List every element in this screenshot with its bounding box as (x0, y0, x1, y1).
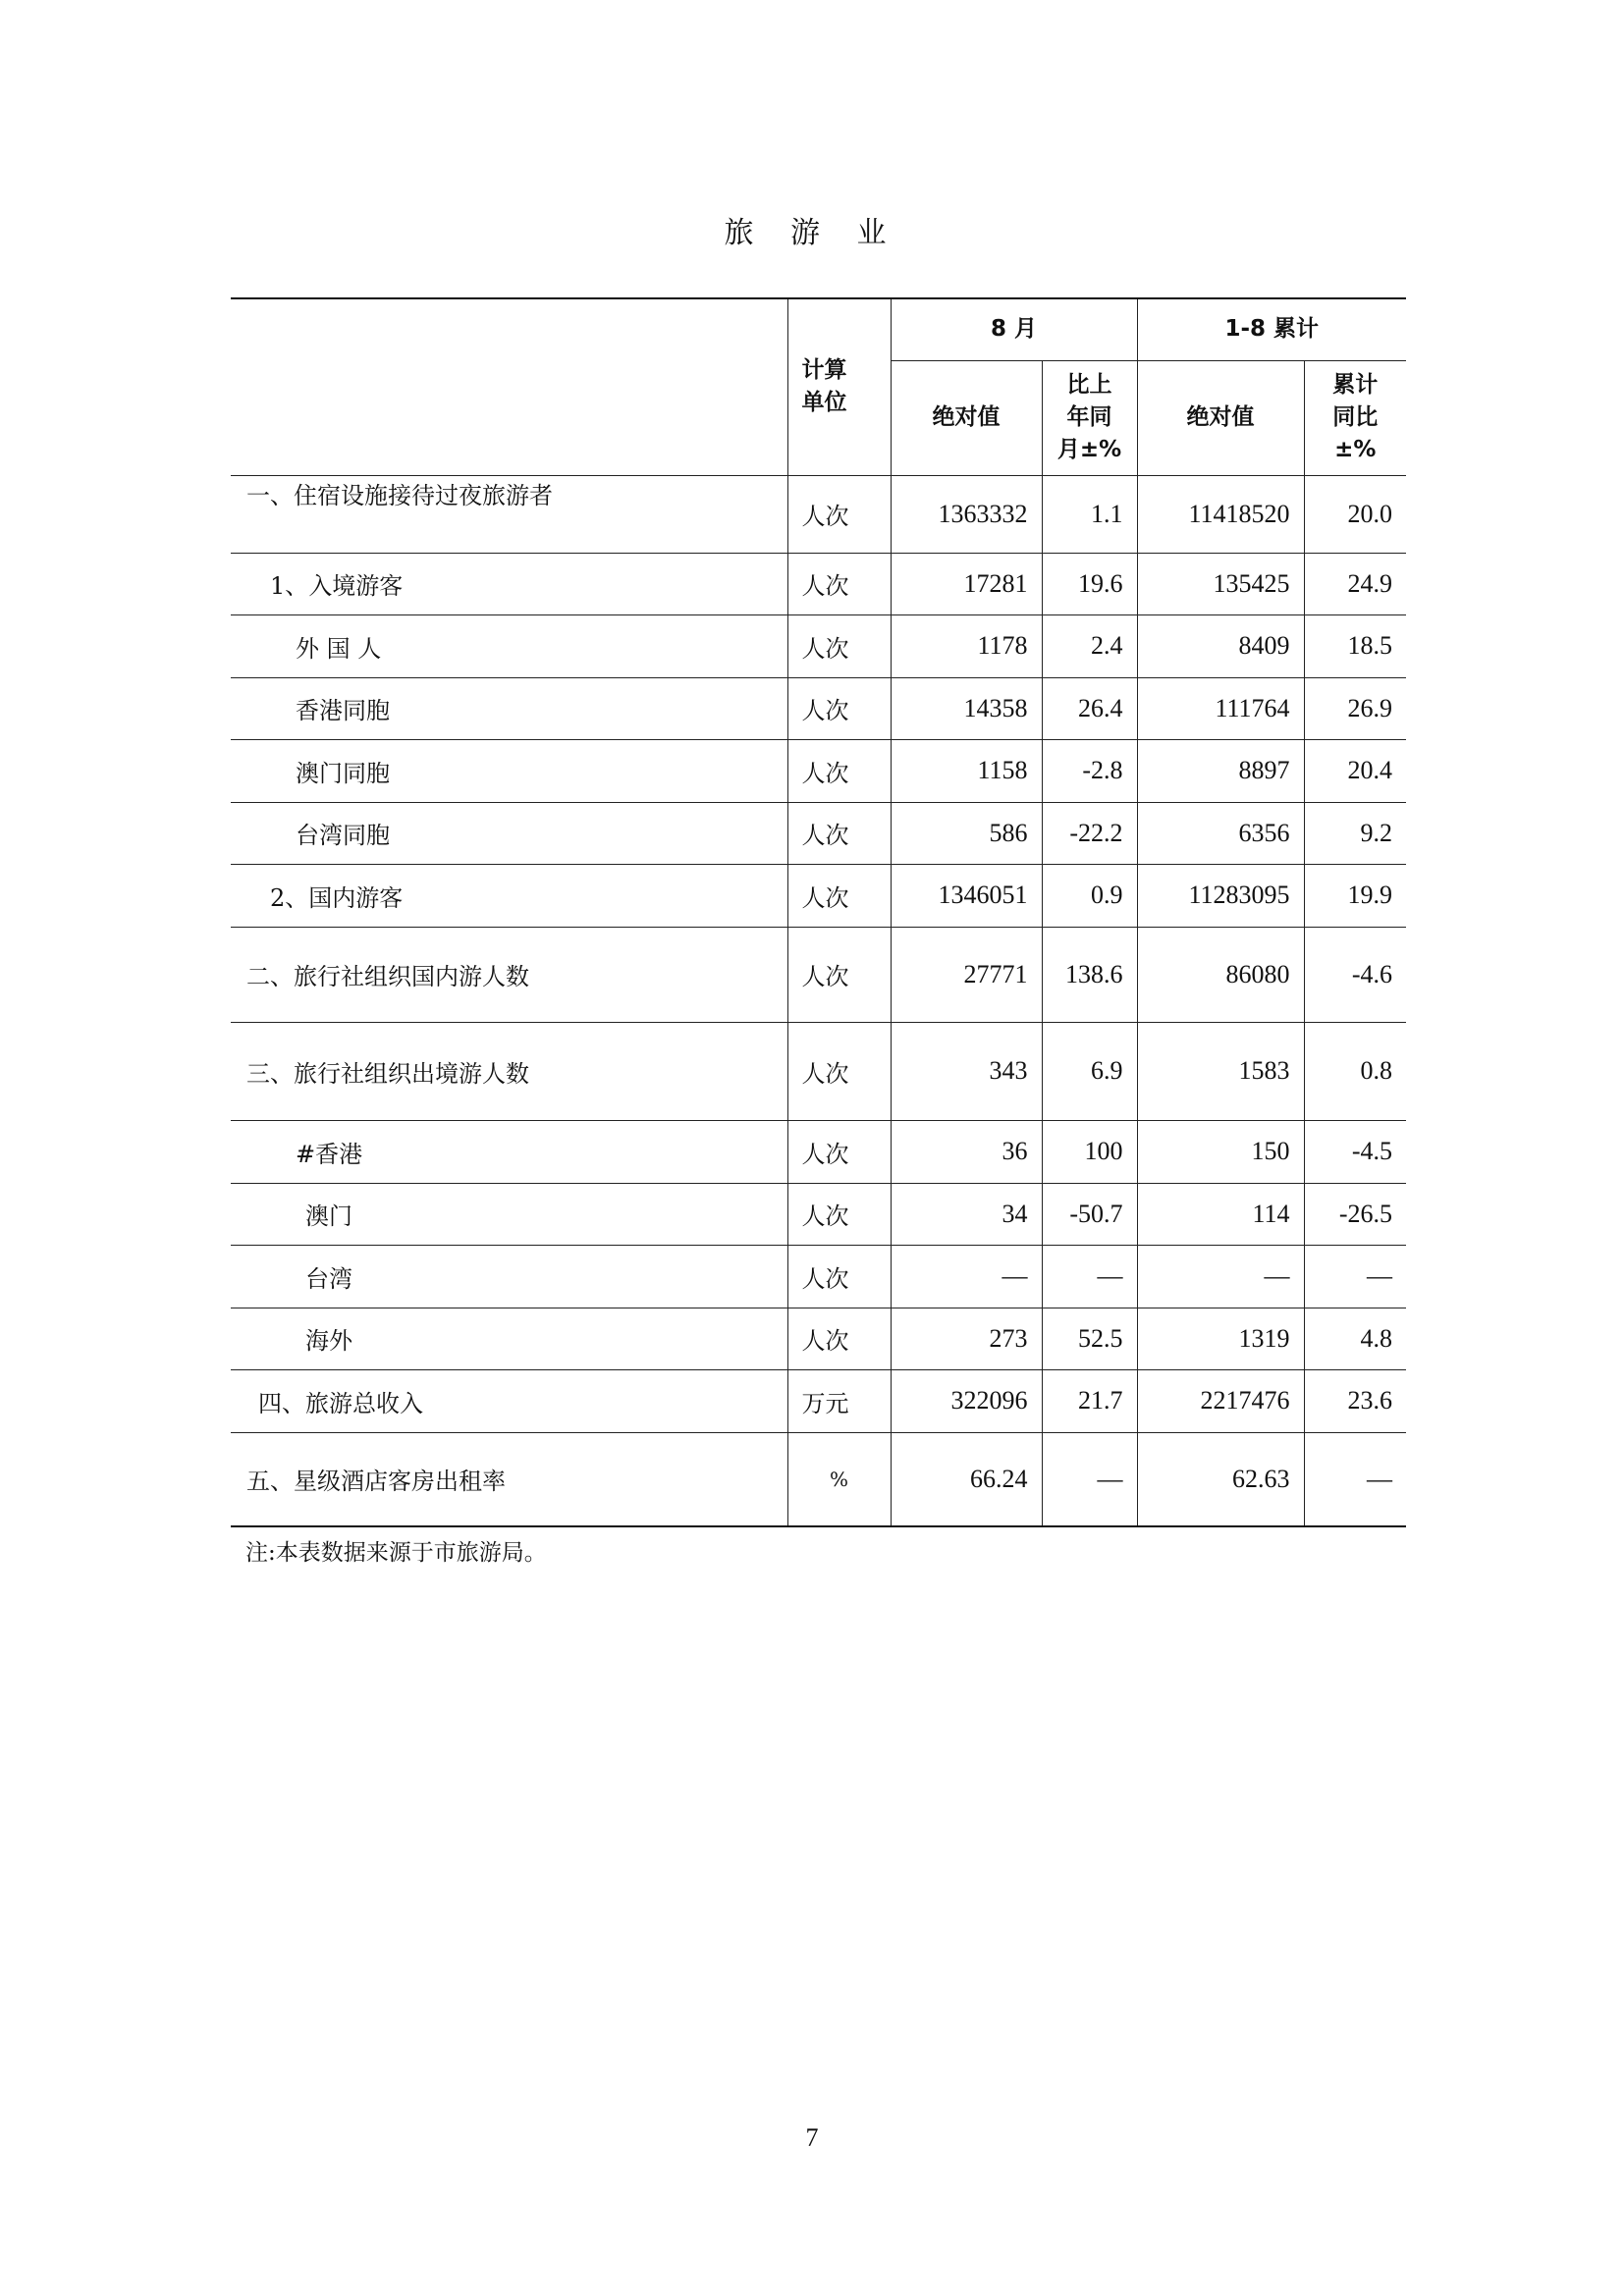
row-unit: 人次 (787, 1120, 891, 1183)
cumulative-yoy-value: 23.6 (1304, 1369, 1406, 1432)
cumulative-yoy-value: 26.9 (1304, 677, 1406, 739)
month-absolute-value: 66.24 (891, 1432, 1042, 1526)
row-unit: 人次 (787, 1308, 891, 1369)
row-label: 外 国 人 (231, 614, 787, 677)
table-row (231, 1432, 1406, 1526)
row-label: 海外 (231, 1308, 787, 1369)
row-label: 澳门同胞 (231, 739, 787, 802)
table-row (231, 1183, 1406, 1245)
row-label: 澳门 (231, 1183, 787, 1245)
cumulative-absolute-value: 135425 (1137, 553, 1304, 614)
cumulative-absolute-value: 1319 (1137, 1308, 1304, 1369)
table-row (231, 614, 1406, 677)
table-row (231, 864, 1406, 927)
cumulative-yoy-value: -4.6 (1304, 927, 1406, 1022)
table-row (231, 475, 1406, 553)
cumulative-absolute-value: 6356 (1137, 802, 1304, 864)
table-row (231, 1245, 1406, 1308)
cumulative-yoy-value: 18.5 (1304, 614, 1406, 677)
page-number: 7 (805, 2123, 819, 2152)
row-label: 香港同胞 (231, 677, 787, 739)
row-unit: 人次 (787, 1022, 891, 1120)
cumulative-absolute-value: 150 (1137, 1120, 1304, 1183)
table-row (231, 1369, 1406, 1432)
row-unit: 人次 (787, 927, 891, 1022)
month-absolute-value: 17281 (891, 553, 1042, 614)
cumulative-yoy-value: 20.4 (1304, 739, 1406, 802)
row-label: #香港 (231, 1120, 787, 1183)
cumulative-absolute-value: 86080 (1137, 927, 1304, 1022)
month-absolute-value: 36 (891, 1120, 1042, 1183)
row-label: 一、住宿设施接待过夜旅游者 (231, 475, 787, 553)
month-yoy-value: -50.7 (1042, 1183, 1137, 1245)
cumulative-absolute-value: 2217476 (1137, 1369, 1304, 1432)
table-footnote: 注:本表数据来源于市旅游局。 (245, 1540, 547, 1566)
month-yoy-value: 2.4 (1042, 614, 1137, 677)
header-cumulative-group: 1-8 累计 (1137, 298, 1406, 360)
header-month-group: 8 月 (891, 298, 1137, 360)
month-yoy-value: 26.4 (1042, 677, 1137, 739)
month-yoy-value: 6.9 (1042, 1022, 1137, 1120)
month-absolute-value: 322096 (891, 1369, 1042, 1432)
page-title: 旅 游 业 (724, 216, 900, 250)
cumulative-absolute-value: 8897 (1137, 739, 1304, 802)
month-absolute-value: 34 (891, 1183, 1042, 1245)
table-row (231, 1022, 1406, 1120)
month-yoy-value: 52.5 (1042, 1308, 1137, 1369)
cumulative-absolute-value: 114 (1137, 1183, 1304, 1245)
row-unit: 人次 (787, 1183, 891, 1245)
row-label: 五、星级酒店客房出租率 (231, 1432, 787, 1526)
month-yoy-value: 100 (1042, 1120, 1137, 1183)
month-yoy-value: 19.6 (1042, 553, 1137, 614)
header-month-yoy (1042, 360, 1137, 475)
month-absolute-value: 586 (891, 802, 1042, 864)
row-unit: 人次 (787, 677, 891, 739)
row-unit: 人次 (787, 739, 891, 802)
month-yoy-value: 21.7 (1042, 1369, 1137, 1432)
month-yoy-value: 138.6 (1042, 927, 1137, 1022)
month-yoy-value: -2.8 (1042, 739, 1137, 802)
month-yoy-value: 1.1 (1042, 475, 1137, 553)
row-label: 台湾 (231, 1245, 787, 1308)
header-cumulative-yoy-label: 累计 同比 ±% (1332, 372, 1379, 462)
row-unit: 人次 (787, 614, 891, 677)
table-row (231, 1120, 1406, 1183)
header-unit-label: 计算 单位 (801, 357, 847, 416)
cumulative-yoy-value: — (1304, 1432, 1406, 1526)
table-row (231, 927, 1406, 1022)
cumulative-yoy-value: 20.0 (1304, 475, 1406, 553)
month-absolute-value: 1158 (891, 739, 1042, 802)
tourism-table (231, 297, 1406, 1527)
row-label: 四、旅游总收入 (231, 1369, 787, 1432)
month-absolute-value: 1346051 (891, 864, 1042, 927)
header-unit (787, 298, 891, 475)
cumulative-yoy-value: 24.9 (1304, 553, 1406, 614)
cumulative-absolute-value: 8409 (1137, 614, 1304, 677)
month-absolute-value: 343 (891, 1022, 1042, 1120)
month-absolute-value: 273 (891, 1308, 1042, 1369)
month-absolute-value: 1363332 (891, 475, 1042, 553)
row-unit: 人次 (787, 864, 891, 927)
table-row (231, 802, 1406, 864)
cumulative-yoy-value: 9.2 (1304, 802, 1406, 864)
cumulative-yoy-value: -26.5 (1304, 1183, 1406, 1245)
row-label: 2、国内游客 (231, 864, 787, 927)
cumulative-yoy-value: -4.5 (1304, 1120, 1406, 1183)
header-cumulative-yoy (1304, 360, 1406, 475)
month-yoy-value: 0.9 (1042, 864, 1137, 927)
row-unit: 人次 (787, 553, 891, 614)
cumulative-absolute-value: — (1137, 1245, 1304, 1308)
row-unit: 万元 (787, 1369, 891, 1432)
row-label: 三、旅行社组织出境游人数 (231, 1022, 787, 1120)
header-indicator-cell (231, 298, 787, 475)
month-absolute-value: 27771 (891, 927, 1042, 1022)
month-yoy-value: — (1042, 1245, 1137, 1308)
table-row (231, 553, 1406, 614)
table-row (231, 1308, 1406, 1369)
month-yoy-value: — (1042, 1432, 1137, 1526)
cumulative-yoy-value: 4.8 (1304, 1308, 1406, 1369)
cumulative-absolute-value: 111764 (1137, 677, 1304, 739)
header-month-absolute: 绝对值 (891, 360, 1042, 475)
cumulative-absolute-value: 11283095 (1137, 864, 1304, 927)
row-label: 二、旅行社组织国内游人数 (231, 927, 787, 1022)
cumulative-yoy-value: 19.9 (1304, 864, 1406, 927)
month-absolute-value: — (891, 1245, 1042, 1308)
header-month-yoy-label: 比上 年同 月±% (1056, 372, 1122, 462)
table-row (231, 739, 1406, 802)
header-cumulative-absolute: 绝对值 (1137, 360, 1304, 475)
cumulative-absolute-value: 62.63 (1137, 1432, 1304, 1526)
row-unit: 人次 (787, 1245, 891, 1308)
row-unit: % (787, 1432, 891, 1526)
cumulative-yoy-value: 0.8 (1304, 1022, 1406, 1120)
table-row (231, 677, 1406, 739)
month-absolute-value: 1178 (891, 614, 1042, 677)
row-unit: 人次 (787, 802, 891, 864)
row-unit: 人次 (787, 475, 891, 553)
cumulative-absolute-value: 11418520 (1137, 475, 1304, 553)
cumulative-absolute-value: 1583 (1137, 1022, 1304, 1120)
row-label: 台湾同胞 (231, 802, 787, 864)
cumulative-yoy-value: — (1304, 1245, 1406, 1308)
month-absolute-value: 14358 (891, 677, 1042, 739)
month-yoy-value: -22.2 (1042, 802, 1137, 864)
row-label: 1、入境游客 (231, 553, 787, 614)
